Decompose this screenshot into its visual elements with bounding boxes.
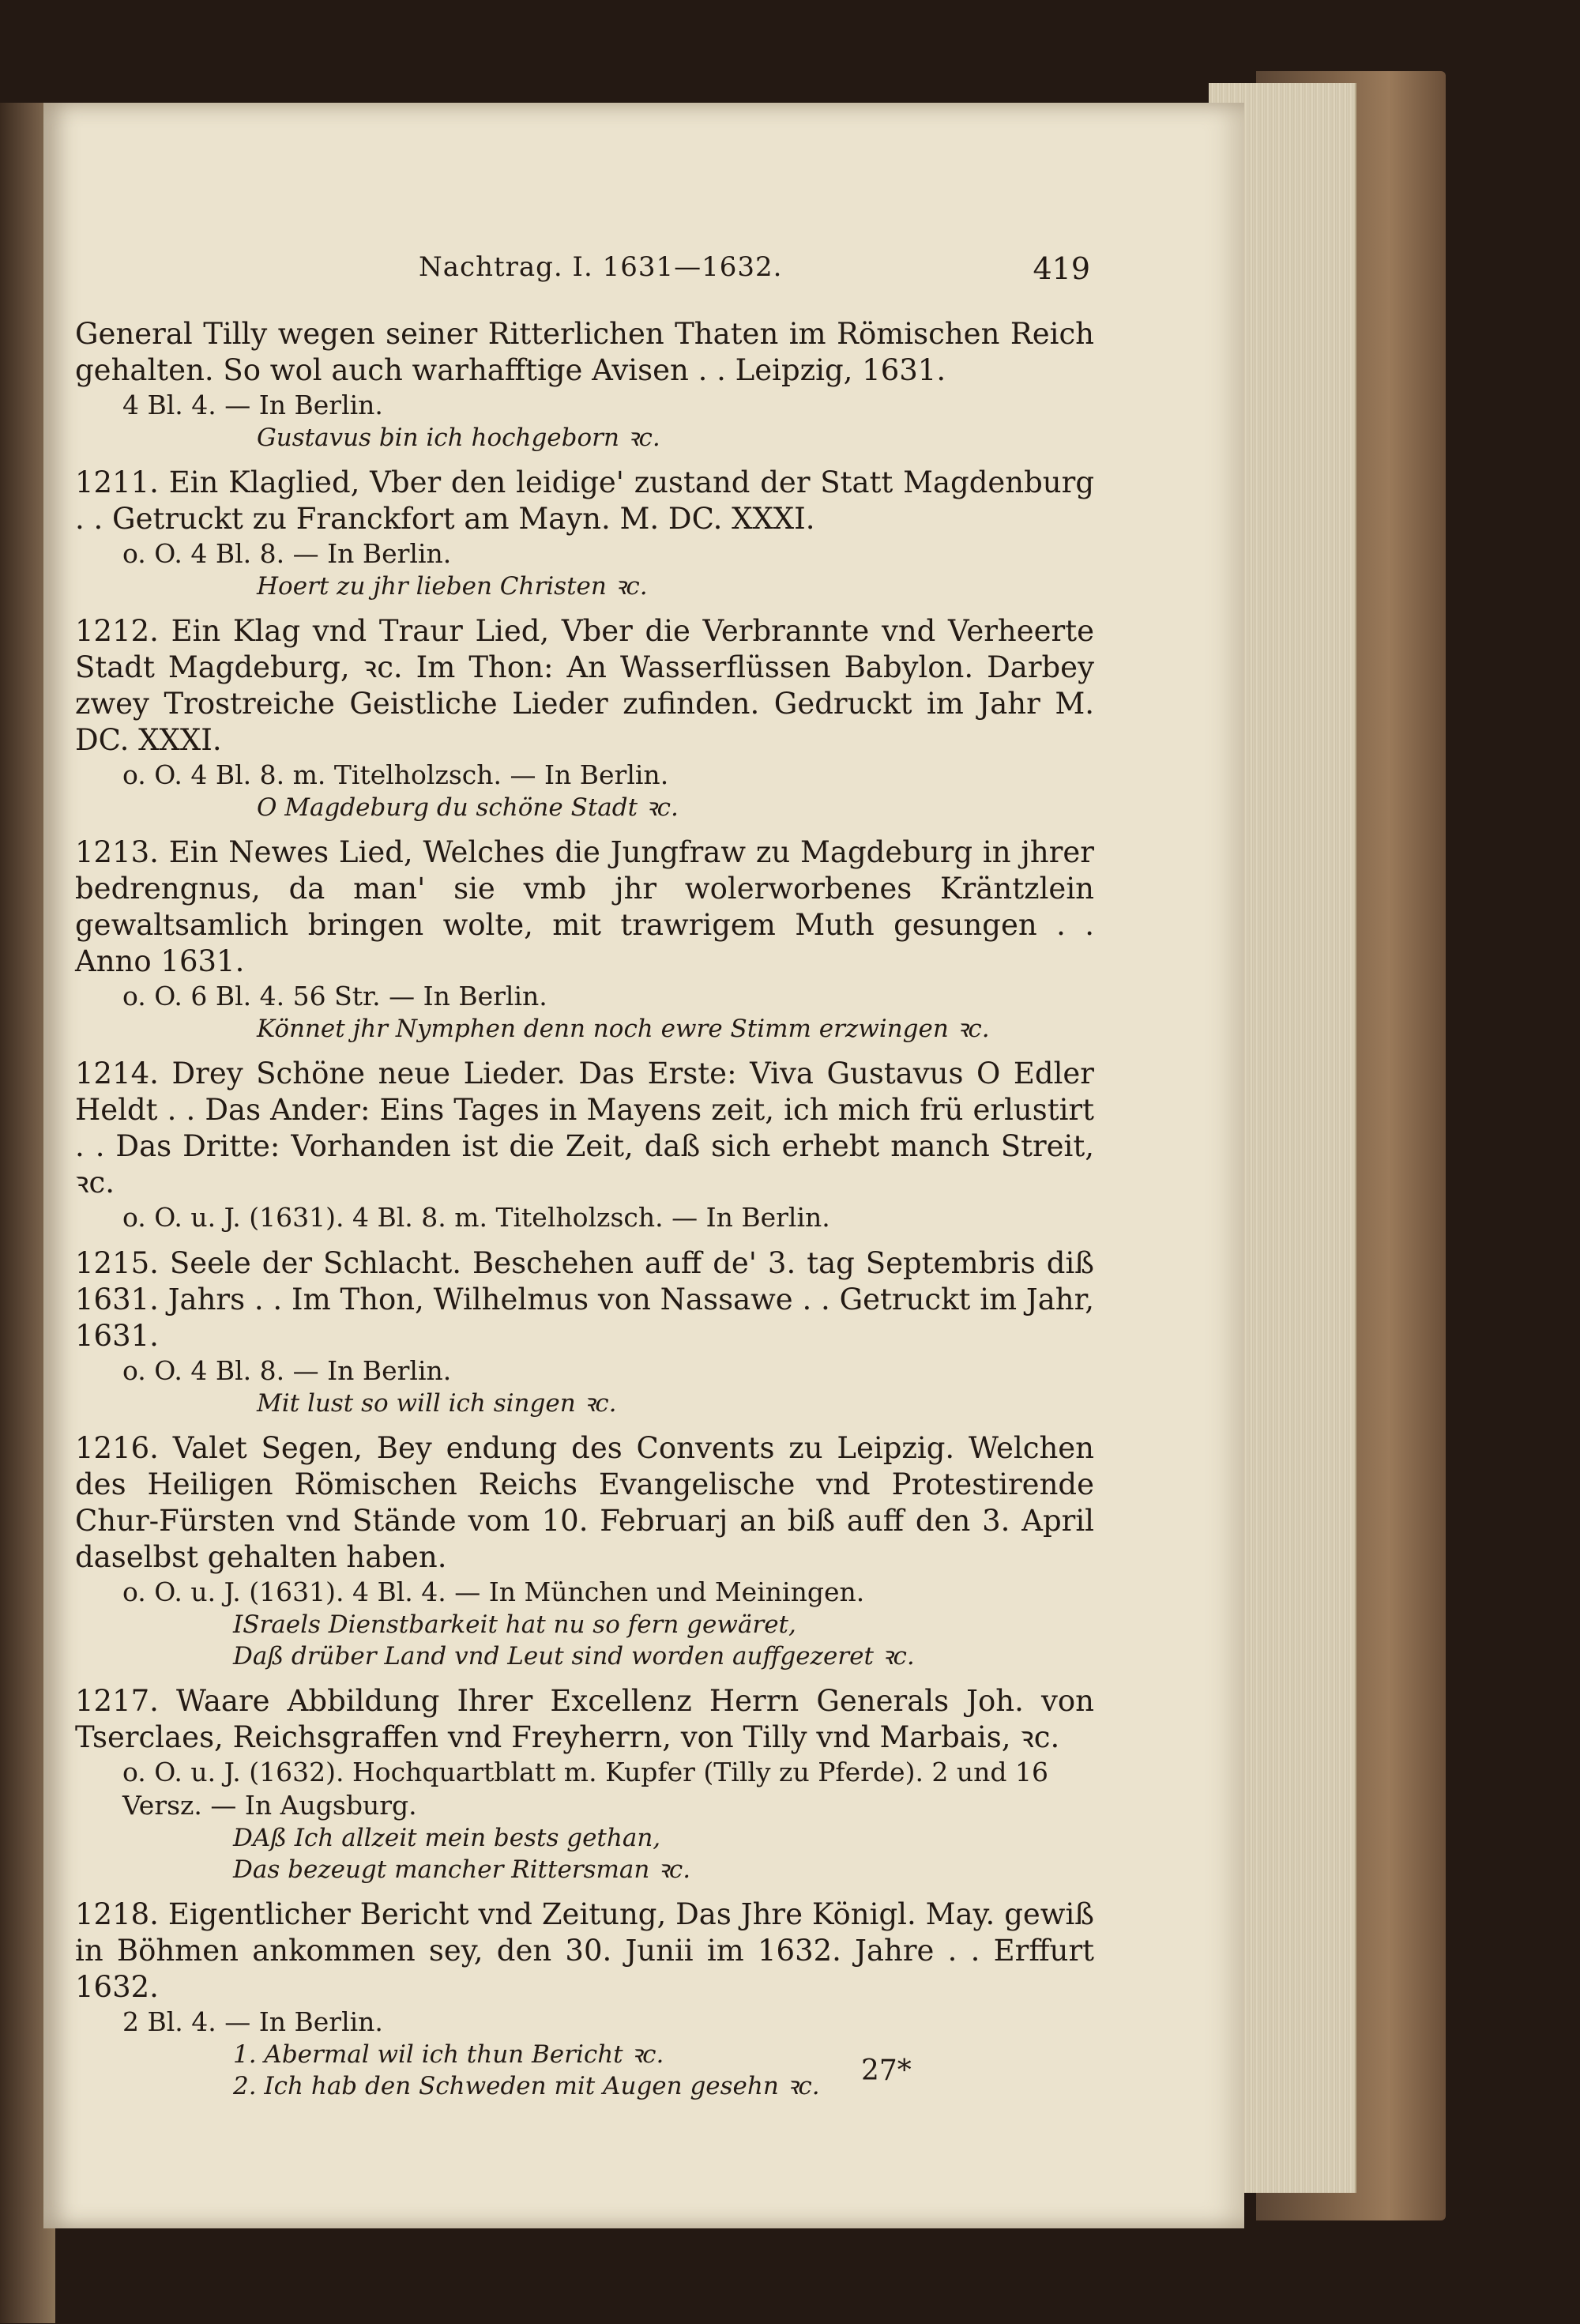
entry-bibliographic-note: o. O. u. J. (1632). Hochquartblatt m. Kupfer (Tilly zu Pferde). 2 und 16 Versz. — In Augsburg. bbox=[122, 1757, 1049, 1821]
entry-bibliographic-note: 2 Bl. 4. — In Berlin. bbox=[122, 2006, 383, 2037]
entry-number: 1216. bbox=[75, 1431, 159, 1465]
entry-incipit: Mit lust so will ich singen ꝛc. bbox=[257, 1389, 617, 1418]
entry-bibliographic-note: o. O. 6 Bl. 4. 56 Str. — In Berlin. bbox=[122, 981, 547, 1011]
catalog-entry bbox=[75, 465, 1094, 602]
entry-bibliographic-note: o. O. 4 Bl. 8. m. Titelholzsch. — In Berlin. bbox=[122, 759, 669, 790]
page-header bbox=[118, 251, 1090, 291]
catalog-entry bbox=[75, 834, 1094, 1045]
running-title: Nachtrag. I. 1631—1632. bbox=[419, 251, 783, 283]
entry-incipit: O Magdeburg du schöne Stadt ꝛc. bbox=[257, 793, 679, 822]
entry-bibliographic-note: o. O. 4 Bl. 8. — In Berlin. bbox=[122, 1355, 452, 1386]
entry-text: Eigentlicher Bericht vnd Zeitung, Das Jhre Königl. May. gewiß in Böhmen ankommen sey, den 30. Junii im 1632. Jahre . . Erffurt 1632. bbox=[75, 1897, 1094, 2004]
entry-title bbox=[75, 1430, 1094, 1576]
page-number: 419 bbox=[1033, 251, 1090, 286]
entry-number: 1211. bbox=[75, 465, 159, 499]
signature-mark: 27* bbox=[861, 2055, 912, 2087]
entry-incipit: 1. Abermal wil ich thun Bericht ꝛc. bbox=[233, 2040, 664, 2069]
entry-incipit: 2. Ich hab den Schweden mit Augen gesehn ꝛc. bbox=[233, 2072, 820, 2100]
entry-bibliographic-note: o. O. 4 Bl. 8. — In Berlin. bbox=[122, 538, 452, 569]
entry-text: Waare Abbildung Ihrer Excellenz Herrn Generals Joh. von Tserclaes, Reichsgraffen vnd Freyherrn, von Tilly vnd Marbais, ꝛc. bbox=[75, 1684, 1094, 1754]
entry-text: Valet Segen, Bey endung des Convents zu Leipzig. Welchen des Heiligen Römischen Reichs Evangelische vnd Protestirende Chur-Fürsten vnd Stände vom 10. Februarj an biß auff den 3. April daselbst gehalten haben. bbox=[75, 1431, 1095, 1574]
entry-incipit: Das bezeugt mancher Rittersman ꝛc. bbox=[233, 1855, 691, 1884]
entry-number: 1214. bbox=[75, 1057, 159, 1090]
entry-incipit: Könnet jhr Nymphen denn noch ewre Stimm erzwingen ꝛc. bbox=[257, 1015, 990, 1043]
entry-title bbox=[75, 1245, 1094, 1354]
entry-text: Drey Schöne neue Lieder. Das Erste: Viva Gustavus O Edler Heldt . . Das Ander: Eins Tages in Mayens zeit, ich mich frü erlustirt . . Das Dritte: Vorhanden ist die Zeit, daß sich erhebt manch Streit, ꝛc. bbox=[75, 1057, 1094, 1200]
entry-bibliographic-note: o. O. u. J. (1631). 4 Bl. 4. — In München und Meiningen. bbox=[122, 1576, 865, 1607]
catalog-entry bbox=[75, 1430, 1094, 1672]
catalog-entry bbox=[75, 1896, 1094, 2102]
entry-bibliographic-note: o. O. u. J. (1631). 4 Bl. 8. m. Titelholzsch. — In Berlin. bbox=[122, 1202, 830, 1233]
page-body bbox=[75, 316, 1094, 2102]
entry-title bbox=[75, 316, 1094, 389]
entry-text: Ein Newes Lied, Welches die Jungfraw zu Magdeburg in jhrer bedrengnus, da man' sie vmb jhr wolerworbenes Kräntzlein gewaltsamlich bringen wolte, mit trawrigem Muth gesungen . . Anno 1631. bbox=[75, 835, 1094, 978]
catalog-entry bbox=[75, 316, 1094, 454]
entry-incipit: Gustavus bin ich hochgeborn ꝛc. bbox=[257, 424, 660, 452]
entry-text: Ein Klag vnd Traur Lied, Vber die Verbrannte vnd Verheerte Stadt Magdeburg, ꝛc. Im Thon: An Wasserflüssen Babylon. Darbey zwey Trostreiche Geistliche Lieder zufinden. Gedruckt im Jahr M. DC. XXXI. bbox=[75, 614, 1094, 757]
entry-incipit: ISraels Dienstbarkeit hat nu so fern gewäret, bbox=[233, 1610, 796, 1639]
entry-incipit: Daß drüber Land vnd Leut sind worden auffgezeret ꝛc. bbox=[233, 1642, 915, 1670]
entry-number: 1212. bbox=[75, 614, 159, 648]
entry-title bbox=[75, 1683, 1094, 1756]
entry-text: Ein Klaglied, Vber den leidige' zustand der Statt Magdenburg . . Getruckt zu Franckfort am Mayn. M. DC. XXXI. bbox=[75, 465, 1095, 536]
entry-title bbox=[75, 1896, 1094, 2006]
entry-number: 1218. bbox=[75, 1897, 159, 1931]
entry-title bbox=[75, 834, 1094, 980]
entry-bibliographic-note: 4 Bl. 4. — In Berlin. bbox=[122, 390, 383, 420]
entry-title bbox=[75, 613, 1094, 759]
entry-number: 1215. bbox=[75, 1246, 159, 1280]
entry-text: General Tilly wegen seiner Ritterlichen Thaten im Römischen Reich gehalten. So wol auch warhafftige Avisen . . Leipzig, 1631. bbox=[75, 317, 1094, 387]
entry-incipit: Hoert zu jhr lieben Christen ꝛc. bbox=[257, 572, 648, 601]
entry-number: 1213. bbox=[75, 835, 159, 869]
catalog-entry bbox=[75, 1056, 1094, 1234]
catalog-entry bbox=[75, 613, 1094, 823]
entry-title bbox=[75, 1056, 1094, 1201]
entry-incipit: DAß Ich allzeit mein bests gethan, bbox=[233, 1824, 661, 1852]
catalog-entry bbox=[75, 1683, 1094, 1885]
entry-text: Seele der Schlacht. Beschehen auff de' 3. tag Septembris diß 1631. Jahrs . . Im Thon, Wilhelmus von Nassawe . . Getruckt im Jahr, 1631. bbox=[75, 1246, 1094, 1353]
catalog-entry bbox=[75, 1245, 1094, 1419]
entry-title bbox=[75, 465, 1094, 537]
entry-number: 1217. bbox=[75, 1684, 159, 1718]
